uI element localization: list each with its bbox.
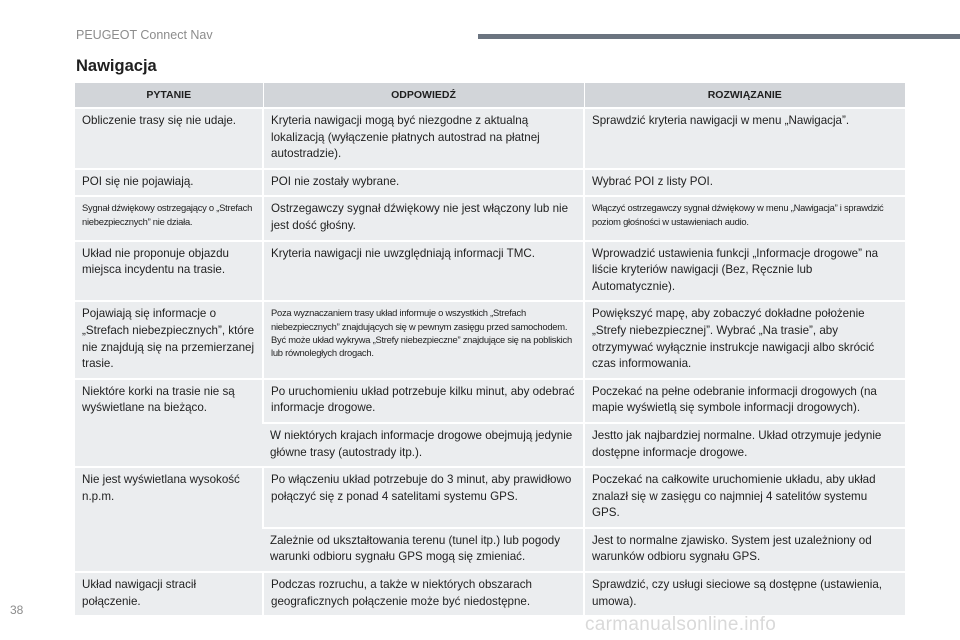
column-header-answer: ODPOWIEDŹ bbox=[263, 83, 584, 108]
table-row bbox=[75, 196, 905, 240]
answer-cell: Poza wyznaczaniem trasy układ informuje o wszystkich „Strefach niebezpiecznych” znajdujących się w pewnym zasięgu przed samochodem. Być może układ wykrywa „Strefy niebezpieczne” znajdujące się na pobliskich lub równoległych drogach. bbox=[263, 301, 584, 378]
table-row bbox=[75, 467, 905, 528]
solution-cell: Powiększyć mapę, aby zobaczyć dokładne położenie „Strefy niebezpiecznej”. Wybrać „Na trasie”, aby otrzymywać wyłącznie instrukcje nawigacji albo skrócić czas informowania. bbox=[584, 301, 905, 378]
table-row bbox=[75, 301, 905, 378]
watermark-text: carmanualsonline.info bbox=[585, 614, 777, 635]
table-row bbox=[75, 572, 905, 615]
answer-cell: Kryteria nawigacji nie uwzględniają informacji TMC. bbox=[263, 241, 584, 302]
answer-cell: Po uruchomieniu układ potrzebuje kilku minut, aby odebrać informacje drogowe. bbox=[263, 379, 584, 423]
question-cell: Nie jest wyświetlana wysokość n.p.m. bbox=[75, 467, 263, 572]
question-cell: Niektóre korki na trasie nie są wyświetlane na bieżąco. bbox=[75, 379, 263, 467]
question-cell: Obliczenie trasy się nie udaje. bbox=[75, 108, 263, 169]
solution-cell: Wybrać POI z listy POI. bbox=[584, 169, 905, 197]
troubleshooting-table bbox=[75, 83, 905, 615]
question-cell: Sygnał dźwiękowy ostrzegający o „Strefach niebezpiecznych” nie działa. bbox=[75, 196, 263, 240]
solution-cell: Poczekać na całkowite uruchomienie układu, aby układ znalazł się w zasięgu co najmniej 4 satelitów systemu GPS. bbox=[584, 467, 905, 528]
answer-cell: Zależnie od ukształtowania terenu (tunel itp.) lub pogody warunki odbioru sygnału GPS mogą się zmieniać. bbox=[263, 528, 584, 572]
question-cell: Układ nawigacji stracił połączenie. bbox=[75, 572, 263, 615]
solution-cell: Sprawdzić kryteria nawigacji w menu „Nawigacja”. bbox=[584, 108, 905, 169]
solution-cell: Jestto jak najbardziej normalne. Układ otrzymuje jedynie dostępne informacje drogowe. bbox=[584, 423, 905, 467]
header-title: PEUGEOT Connect Nav bbox=[76, 28, 213, 42]
page-number: 38 bbox=[10, 603, 24, 617]
answer-cell: Ostrzegawczy sygnał dźwiękowy nie jest włączony lub nie jest dość głośny. bbox=[263, 196, 584, 240]
answer-cell: POI nie zostały wybrane. bbox=[263, 169, 584, 197]
question-cell: POI się nie pojawiają. bbox=[75, 169, 263, 197]
table-row bbox=[75, 108, 905, 169]
column-header-solution: ROZWIĄZANIE bbox=[584, 83, 905, 108]
table-row bbox=[75, 379, 905, 423]
question-cell: Pojawiają się informacje o „Strefach niebezpiecznych”, które nie znajdują się na przemierzanej trasie. bbox=[75, 301, 263, 378]
section-title: Nawigacja bbox=[76, 57, 157, 75]
header-bar bbox=[478, 34, 960, 39]
question-cell: Układ nie proponuje objazdu miejsca incydentu na trasie. bbox=[75, 241, 263, 302]
table-header-row bbox=[75, 83, 905, 108]
table-row bbox=[75, 169, 905, 197]
answer-cell: Po włączeniu układ potrzebuje do 3 minut, aby prawidłowo połączyć się z ponad 4 satelitami systemu GPS. bbox=[263, 467, 584, 528]
table-row bbox=[75, 241, 905, 302]
solution-cell: Poczekać na pełne odebranie informacji drogowych (na mapie wyświetlą się symbole informacji drogowych). bbox=[584, 379, 905, 423]
answer-cell: Kryteria nawigacji mogą być niezgodne z aktualną lokalizacją (wyłączenie płatnych autostrad na płatnej autostradzie). bbox=[263, 108, 584, 169]
solution-cell: Jest to normalne zjawisko. System jest uzależniony od warunków odbioru sygnału GPS. bbox=[584, 528, 905, 572]
column-header-question: PYTANIE bbox=[75, 83, 263, 108]
solution-cell: Wprowadzić ustawienia funkcji „Informacje drogowe” na liście kryteriów nawigacji (Bez, Ręcznie lub Automatycznie). bbox=[584, 241, 905, 302]
solution-cell: Sprawdzić, czy usługi sieciowe są dostępne (ustawienia, umowa). bbox=[584, 572, 905, 615]
answer-cell: W niektórych krajach informacje drogowe obejmują jedynie główne trasy (autostrady itp.). bbox=[263, 423, 584, 467]
solution-cell: Włączyć ostrzegawczy sygnał dźwiękowy w menu „Nawigacja” i sprawdzić poziom głośności w ustawieniach audio. bbox=[584, 196, 905, 240]
answer-cell: Podczas rozruchu, a także w niektórych obszarach geograficznych połączenie może być niedostępne. bbox=[263, 572, 584, 615]
